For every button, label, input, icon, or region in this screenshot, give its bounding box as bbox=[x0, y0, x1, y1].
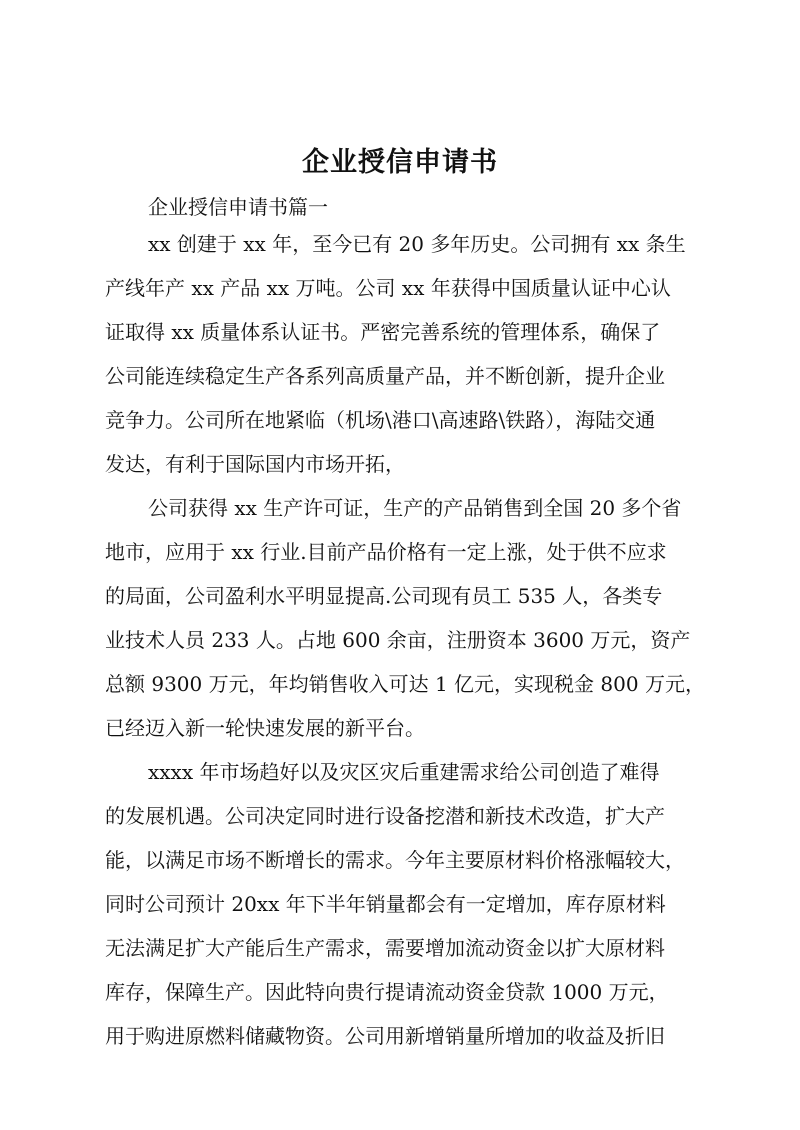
paragraph-3-line-4: 同时公司预计 20xx 年下半年销量都会有一定增加，库存原材料 bbox=[105, 892, 666, 916]
paragraph-1-line-3: 证取得 xx 质量体系认证书。严密完善系统的管理体系，确保了 bbox=[105, 320, 661, 344]
paragraph-1-line-1: xx 创建于 xx 年，至今已有 20 多年历史。公司拥有 xx 条生 bbox=[148, 232, 686, 256]
paragraph-2-line-2: 地市，应用于 xx 行业.目前产品价格有一定上涨，处于供不应求 bbox=[105, 540, 667, 564]
paragraph-1-line-2: 产线年产 xx 产品 xx 万吨。公司 xx 年获得中国质量认证中心认 bbox=[105, 276, 671, 300]
paragraph-3-line-3: 能，以满足市场不断增长的需求。今年主要原材料价格涨幅较大， bbox=[105, 848, 685, 872]
paragraph-2-line-3: 的局面，公司盈利水平明显提高.公司现有员工 535 人，各类专 bbox=[105, 584, 663, 608]
paragraph-2-line-6: 已经迈入新一轮快速发展的新平台。 bbox=[105, 716, 425, 740]
paragraph-3-line-1: xxxx 年市场趋好以及灾区灾后重建需求给公司创造了难得 bbox=[148, 760, 660, 784]
paragraph-2-line-4: 业技术人员 233 人。占地 600 余亩，注册资本 3600 万元，资产 bbox=[105, 628, 691, 652]
paragraph-1-line-4: 公司能连续稳定生产各系列高质量产品，并不断创新，提升企业 bbox=[105, 364, 665, 388]
paragraph-2-line-1: 公司获得 xx 生产许可证，生产的产品销售到全国 20 多个省 bbox=[148, 496, 682, 520]
paragraph-3-line-6: 库存，保障生产。因此特向贵行提请流动资金贷款 1000 万元， bbox=[105, 980, 669, 1004]
paragraph-2-line-5: 总额 9300 万元，年均销售收入可达 1 亿元，实现税金 800 万元， bbox=[105, 672, 705, 696]
paragraph-1-line-5: 竞争力。公司所在地紧临（机场\港口\高速路\铁路），海陆交通 bbox=[105, 408, 656, 432]
document-title: 企业授信申请书 bbox=[302, 147, 498, 178]
paragraph-3-line-5: 无法满足扩大产能后生产需求，需要增加流动资金以扩大原材料 bbox=[105, 936, 665, 960]
paragraph-3-line-2: 的发展机遇。公司决定同时进行设备挖潜和新技术改造，扩大产 bbox=[105, 804, 665, 828]
document-subtitle: 企业授信申请书篇一 bbox=[148, 195, 328, 219]
paragraph-3-line-7: 用于购进原燃料储藏物资。公司用新增销量所增加的收益及折旧 bbox=[105, 1024, 665, 1048]
paragraph-1-line-6: 发达，有利于国际国内市场开拓， bbox=[105, 452, 405, 476]
